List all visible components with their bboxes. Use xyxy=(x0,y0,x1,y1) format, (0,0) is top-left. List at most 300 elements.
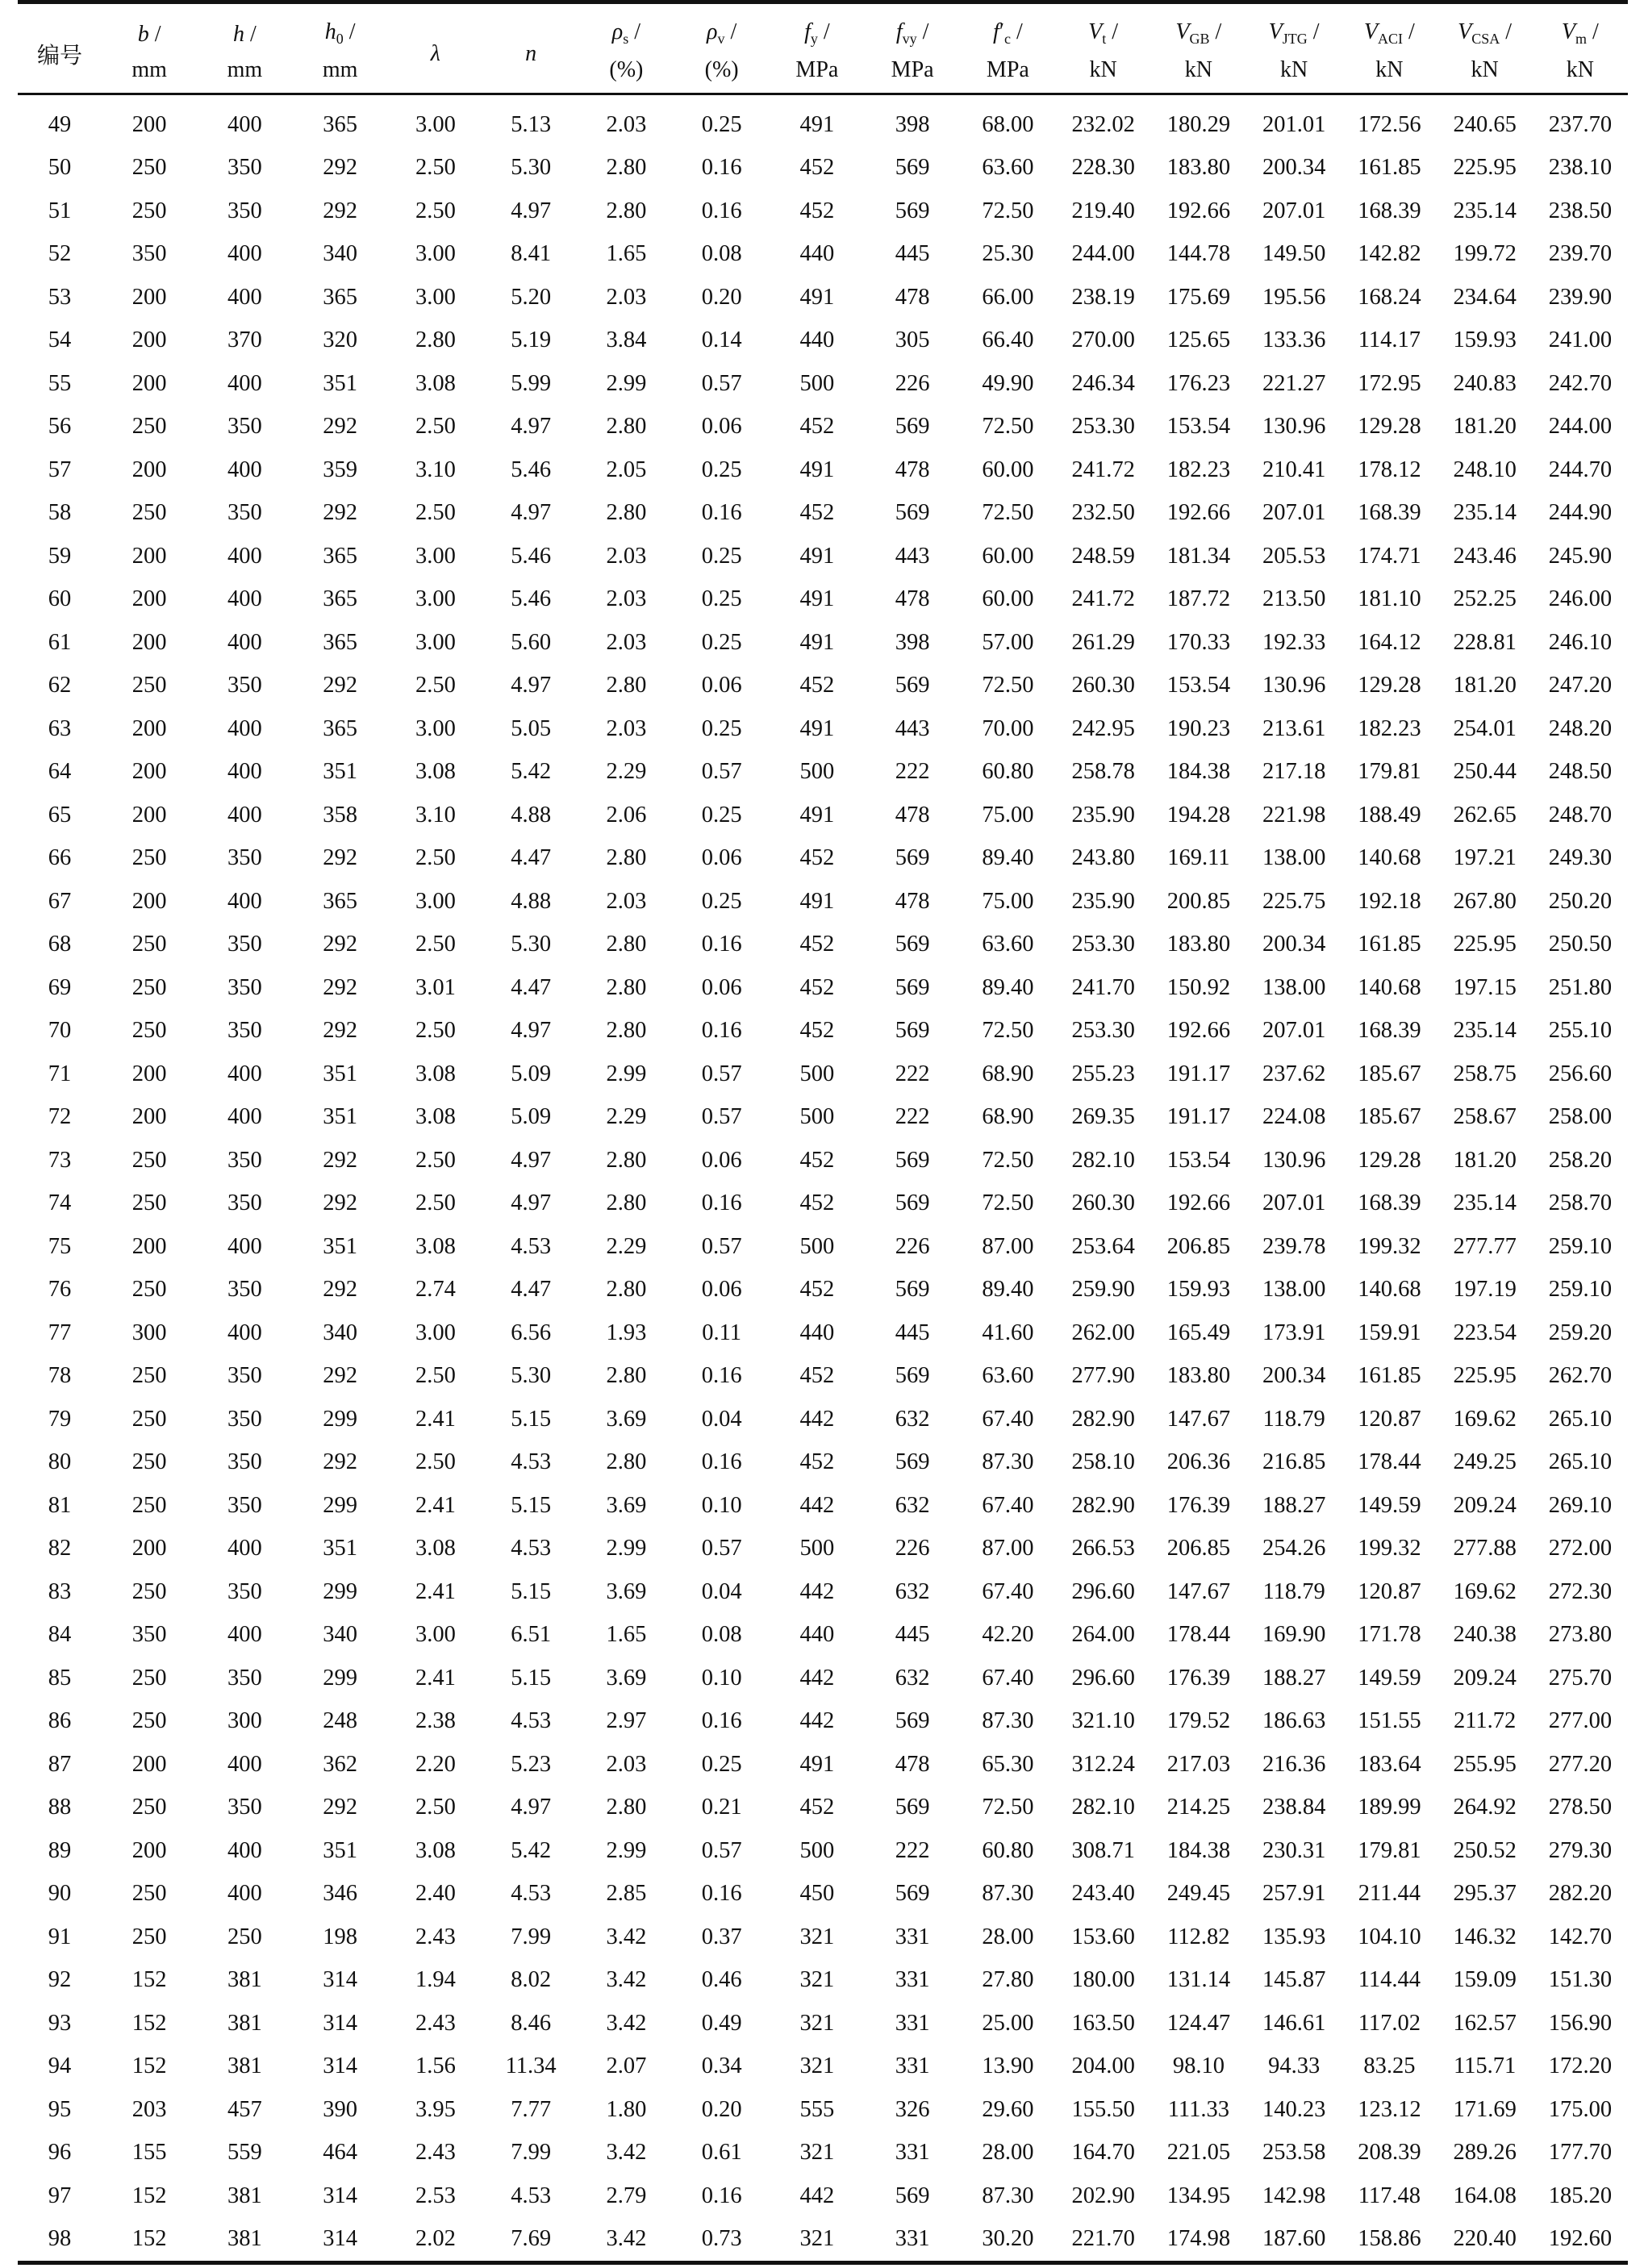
table-cell: 350 xyxy=(227,414,262,440)
table-cell: 464 xyxy=(323,2140,357,2166)
table-cell: 152 xyxy=(131,1967,167,1993)
table-cell: 250 xyxy=(131,1363,167,1389)
table-cell: 308.71 xyxy=(1071,1837,1135,1863)
table-cell: 5.15 xyxy=(511,1665,552,1691)
table-cell: 219.40 xyxy=(1071,198,1135,223)
header-col-6: $\rho_v$ / xyxy=(707,19,737,47)
table-cell: 258.00 xyxy=(1548,1104,1613,1130)
table-cell: 0.08 xyxy=(701,241,742,267)
table-cell: 2.50 xyxy=(415,1449,456,1475)
table-cell: 400 xyxy=(227,1061,262,1086)
table-cell: 0.16 xyxy=(701,198,742,223)
table-cell: 63.60 xyxy=(982,155,1034,181)
table-cell: 183.64 xyxy=(1358,1751,1421,1777)
table-cell: 500 xyxy=(799,370,835,396)
table-cell: 299 xyxy=(323,1406,357,1432)
table-cell: 478 xyxy=(895,586,930,612)
row-id-cell: 62 xyxy=(48,673,72,698)
table-cell: 3.00 xyxy=(415,888,456,914)
table-cell: 222 xyxy=(895,1104,930,1130)
table-cell: 203 xyxy=(131,2096,167,2122)
table-cell: 2.03 xyxy=(606,586,647,612)
table-cell: 0.25 xyxy=(701,1751,742,1777)
header-row-symbols xyxy=(18,2,1628,48)
table-cell: 187.72 xyxy=(1166,586,1231,612)
table-cell: 5.30 xyxy=(511,155,552,181)
table-cell: 2.29 xyxy=(606,1233,647,1259)
table-row xyxy=(18,1528,1628,1571)
row-id-cell: 83 xyxy=(48,1578,72,1604)
table-cell: 248.70 xyxy=(1548,802,1613,828)
table-cell: 478 xyxy=(895,1751,930,1777)
table-cell: 204.00 xyxy=(1071,2053,1135,2079)
table-cell: 0.25 xyxy=(701,543,742,569)
table-cell: 340 xyxy=(323,1320,357,1345)
table-cell: 4.53 xyxy=(511,1449,552,1475)
table-cell: 192.18 xyxy=(1358,888,1421,914)
table-cell: 67.40 xyxy=(982,1492,1034,1518)
header-col-1: h / xyxy=(232,22,257,47)
table-cell: 3.08 xyxy=(415,1837,456,1863)
table-cell: 289.26 xyxy=(1453,2140,1517,2166)
table-cell: 87.00 xyxy=(982,1536,1034,1561)
table-cell: 442 xyxy=(799,2183,835,2208)
row-id-cell: 90 xyxy=(48,1881,72,1907)
table-cell: 158.86 xyxy=(1341,2218,1437,2263)
table-cell: 87.00 xyxy=(982,1233,1034,1259)
table-cell: 3.08 xyxy=(415,1104,456,1130)
table-cell: 42.20 xyxy=(982,1622,1034,1648)
table-cell: 2.99 xyxy=(606,1061,647,1086)
header-prime: ′ xyxy=(999,19,1004,44)
table-cell: 351 xyxy=(323,370,357,396)
row-id-cell: 54 xyxy=(48,327,72,353)
table-cell: 112.82 xyxy=(1167,1924,1230,1949)
row-id-cell: 56 xyxy=(48,414,72,440)
table-cell: 3.42 xyxy=(606,2140,647,2166)
table-cell: 72.50 xyxy=(982,500,1034,526)
table-cell: 350 xyxy=(227,673,262,698)
table-cell: 452 xyxy=(799,1147,835,1173)
table-cell: 200.34 xyxy=(1262,932,1326,957)
header-symbol: V xyxy=(1175,19,1190,44)
table-cell: 265.10 xyxy=(1548,1449,1613,1475)
table-cell: 2.97 xyxy=(606,1708,647,1734)
table-cell: 181.20 xyxy=(1453,414,1517,440)
table-cell: 199.32 xyxy=(1358,1233,1421,1259)
table-cell: 164.08 xyxy=(1453,2183,1517,2208)
row-id-cell: 95 xyxy=(48,2096,72,2122)
table-cell: 2.50 xyxy=(415,1018,456,1044)
table-cell: 1.93 xyxy=(606,1320,647,1345)
table-cell: 125.65 xyxy=(1166,327,1231,353)
table-cell: 282.10 xyxy=(1071,1795,1135,1820)
table-cell: 191.17 xyxy=(1166,1104,1231,1130)
table-row xyxy=(18,1829,1628,1873)
table-cell: 140.23 xyxy=(1262,2096,1326,2122)
table-cell: 29.60 xyxy=(982,2096,1034,2122)
table-cell: 452 xyxy=(799,845,835,871)
table-cell: 232.50 xyxy=(1071,500,1135,526)
table-cell: 164.70 xyxy=(1071,2140,1135,2166)
table-cell: 211.44 xyxy=(1358,1881,1421,1907)
table-cell: 0.49 xyxy=(701,2010,742,2036)
table-row xyxy=(18,319,1628,363)
table-cell: 300 xyxy=(131,1320,167,1345)
table-cell: 3.00 xyxy=(415,715,456,741)
table-cell: 246.10 xyxy=(1548,629,1613,655)
table-cell: 155 xyxy=(131,2140,167,2166)
table-cell: 452 xyxy=(799,1449,835,1475)
table-cell: 2.80 xyxy=(606,1190,647,1216)
table-cell: 194.28 xyxy=(1166,802,1231,828)
table-cell: 87.30 xyxy=(982,2183,1034,2208)
table-cell: 89.40 xyxy=(982,845,1034,871)
table-cell: 184.38 xyxy=(1166,1837,1231,1863)
table-cell: 200 xyxy=(131,1536,167,1561)
table-cell: 457 xyxy=(227,2096,262,2122)
table-cell: 168.39 xyxy=(1358,500,1421,526)
table-cell: 351 xyxy=(323,1104,357,1130)
table-cell: 253.64 xyxy=(1071,1233,1135,1259)
table-cell: 142.82 xyxy=(1358,241,1421,267)
table-cell: 314 xyxy=(323,2053,357,2079)
table-cell: 400 xyxy=(227,1104,262,1130)
table-row xyxy=(18,1484,1628,1528)
table-cell: 177.70 xyxy=(1548,2140,1613,2166)
header-symbol: λ xyxy=(430,41,440,66)
header-col-11: $V_{GB}$ / xyxy=(1175,19,1222,47)
header-col-3 xyxy=(388,2,483,94)
table-cell: 183.80 xyxy=(1166,932,1231,957)
table-cell: 569 xyxy=(895,974,930,1000)
table-cell: 225.95 xyxy=(1453,932,1517,957)
table-cell: 295.37 xyxy=(1453,1881,1517,1907)
header-unit-2: mm xyxy=(322,57,358,82)
table-cell: 4.97 xyxy=(511,673,552,698)
table-cell: 569 xyxy=(895,1795,930,1820)
table-cell: 185.67 xyxy=(1358,1104,1421,1130)
table-cell: 340 xyxy=(323,241,357,267)
table-cell: 200 xyxy=(131,715,167,741)
table-cell: 350 xyxy=(227,1406,262,1432)
header-subscript: vy xyxy=(902,31,917,47)
table-cell: 175.00 xyxy=(1548,2096,1613,2122)
table-cell: 321 xyxy=(799,2010,835,2036)
table-row xyxy=(18,1657,1628,1700)
table-cell: 3.95 xyxy=(415,2096,456,2122)
table-cell: 118.79 xyxy=(1262,1406,1325,1432)
table-cell: 68.90 xyxy=(982,1061,1034,1086)
table-cell: 2.50 xyxy=(415,500,456,526)
table-cell: 2.50 xyxy=(415,1363,456,1389)
table-cell: 254.01 xyxy=(1453,715,1517,741)
table-cell: 248.10 xyxy=(1453,457,1517,482)
table-cell: 2.41 xyxy=(415,1492,456,1518)
table-cell: 0.06 xyxy=(701,974,742,1000)
table-cell: 89.40 xyxy=(982,974,1034,1000)
table-cell: 2.50 xyxy=(415,1795,456,1820)
table-cell: 250 xyxy=(131,1795,167,1820)
table-cell: 111.33 xyxy=(1167,2096,1229,2122)
table-cell: 83.25 xyxy=(1363,2053,1416,2079)
header-unit-1: mm xyxy=(227,57,263,82)
table-cell: 155.50 xyxy=(1071,2096,1135,2122)
table-cell: 400 xyxy=(227,284,262,310)
table-cell: 7.77 xyxy=(511,2096,552,2122)
table-cell: 181.10 xyxy=(1358,586,1421,612)
header-symbol: V xyxy=(1561,19,1576,44)
table-cell: 123.12 xyxy=(1358,2096,1421,2122)
table-cell: 185.67 xyxy=(1358,1061,1421,1086)
table-cell: 153.60 xyxy=(1071,1924,1135,1949)
table-cell: 250 xyxy=(131,1147,167,1173)
table-cell: 452 xyxy=(799,1018,835,1044)
table-cell: 173.91 xyxy=(1262,1320,1326,1345)
table-cell: 25.30 xyxy=(982,241,1034,267)
table-cell: 0.16 xyxy=(701,155,742,181)
table-cell: 4.47 xyxy=(511,1277,552,1303)
table-row xyxy=(18,837,1628,881)
table-cell: 208.39 xyxy=(1358,2140,1421,2166)
header-symbol: f xyxy=(993,19,999,44)
table-cell: 235.14 xyxy=(1453,198,1517,223)
table-cell: 2.99 xyxy=(606,1837,647,1863)
table-cell: 201.01 xyxy=(1262,111,1326,137)
table-cell: 249.45 xyxy=(1166,1881,1231,1907)
table-cell: 176.23 xyxy=(1166,370,1231,396)
header-unit-5: (%) xyxy=(609,57,644,82)
row-id-cell: 68 xyxy=(48,932,72,957)
table-cell: 258.70 xyxy=(1548,1190,1613,1216)
table-cell: 314 xyxy=(323,1967,357,1993)
table-row xyxy=(18,1398,1628,1441)
table-cell: 305 xyxy=(895,327,930,353)
table-cell: 2.03 xyxy=(606,284,647,310)
table-cell: 250 xyxy=(131,974,167,1000)
table-cell: 250 xyxy=(131,673,167,698)
table-cell: 5.13 xyxy=(511,111,552,137)
table-cell: 0.16 xyxy=(701,500,742,526)
table-cell: 189.99 xyxy=(1358,1795,1421,1820)
table-cell: 0.04 xyxy=(701,1578,742,1604)
table-cell: 241.72 xyxy=(1071,457,1135,482)
table-cell: 161.85 xyxy=(1358,1363,1421,1389)
table-row xyxy=(18,1311,1628,1355)
table-cell: 151.30 xyxy=(1548,1967,1613,1993)
table-cell: 232.02 xyxy=(1071,111,1135,137)
table-cell: 223.54 xyxy=(1453,1320,1517,1345)
table-cell: 350 xyxy=(227,1449,262,1475)
table-cell: 3.00 xyxy=(415,284,456,310)
table-row xyxy=(18,1873,1628,1916)
table-cell: 365 xyxy=(323,586,357,612)
table-cell: 138.00 xyxy=(1262,1277,1326,1303)
table-cell: 258.75 xyxy=(1453,1061,1517,1086)
table-cell: 250 xyxy=(131,1406,167,1432)
header-unit-6: (%) xyxy=(704,57,739,82)
table-cell: 569 xyxy=(895,1363,930,1389)
table-cell: 5.15 xyxy=(511,1406,552,1432)
table-cell: 491 xyxy=(799,111,835,137)
table-cell: 198 xyxy=(323,1924,357,1949)
table-cell: 87.30 xyxy=(982,1708,1034,1734)
table-cell: 144.78 xyxy=(1166,241,1231,267)
table-cell: 365 xyxy=(323,284,357,310)
table-cell: 321 xyxy=(799,2140,835,2166)
row-id-cell: 84 xyxy=(48,1622,72,1648)
table-cell: 142.98 xyxy=(1262,2183,1326,2208)
table-cell: 350 xyxy=(131,241,167,267)
table-cell: 67.40 xyxy=(982,1665,1034,1691)
table-cell: 247.20 xyxy=(1548,673,1613,698)
table-cell: 350 xyxy=(227,974,262,1000)
table-cell: 2.80 xyxy=(606,974,647,1000)
header-symbol: f xyxy=(804,19,811,44)
table-cell: 312.24 xyxy=(1071,1751,1135,1777)
row-id-cell: 94 xyxy=(48,2053,72,2079)
table-cell: 5.20 xyxy=(511,284,552,310)
table-cell: 224.08 xyxy=(1262,1104,1326,1130)
table-cell: 350 xyxy=(227,1795,262,1820)
table-cell: 241.70 xyxy=(1071,974,1135,1000)
table-cell: 452 xyxy=(799,414,835,440)
table-row xyxy=(18,880,1628,923)
table-cell: 168.39 xyxy=(1358,1190,1421,1216)
row-id-cell: 61 xyxy=(48,629,72,655)
table-cell: 145.87 xyxy=(1262,1967,1326,1993)
table-cell: 118.79 xyxy=(1262,1578,1325,1604)
table-cell: 250 xyxy=(227,1924,262,1949)
table-cell: 350 xyxy=(227,1277,262,1303)
table-cell: 200 xyxy=(131,543,167,569)
table-cell: 0.57 xyxy=(701,370,742,396)
table-cell: 452 xyxy=(799,1277,835,1303)
table-cell: 117.02 xyxy=(1358,2010,1421,2036)
table-cell: 5.60 xyxy=(511,629,552,655)
table-cell: 147.67 xyxy=(1166,1578,1231,1604)
table-cell: 2.80 xyxy=(606,1018,647,1044)
table-cell: 452 xyxy=(799,974,835,1000)
row-id-cell: 93 xyxy=(48,2010,72,2036)
table-row xyxy=(18,1139,1628,1182)
table-cell: 3.42 xyxy=(606,1924,647,1949)
table-cell: 0.04 xyxy=(701,1406,742,1432)
table-cell: 331 xyxy=(895,2053,930,2079)
table-cell: 250 xyxy=(131,1708,167,1734)
header-col-13: $V_{ACI}$ / xyxy=(1363,19,1415,47)
table-cell: 178.44 xyxy=(1166,1622,1231,1648)
table-row xyxy=(18,2218,1628,2263)
table-cell: 0.14 xyxy=(701,327,742,353)
table-cell: 365 xyxy=(323,629,357,655)
table-cell: 49.90 xyxy=(982,370,1034,396)
table-cell: 200.34 xyxy=(1262,1363,1326,1389)
table-cell: 299 xyxy=(323,1492,357,1518)
table-cell: 278.50 xyxy=(1548,1795,1613,1820)
table-cell: 30.20 xyxy=(960,2218,1055,2263)
row-id-cell: 64 xyxy=(48,759,72,785)
table-cell: 266.53 xyxy=(1071,1536,1135,1561)
header-symbol: h xyxy=(324,19,336,44)
table-cell: 28.00 xyxy=(982,2140,1034,2166)
table-cell: 262.65 xyxy=(1453,802,1517,828)
table-cell: 104.10 xyxy=(1358,1924,1421,1949)
table-cell: 211.72 xyxy=(1453,1708,1517,1734)
table-cell: 452 xyxy=(799,198,835,223)
table-cell: 350 xyxy=(227,1492,262,1518)
table-cell: 0.08 xyxy=(701,1622,742,1648)
table-cell: 200 xyxy=(131,802,167,828)
table-cell: 239.70 xyxy=(1548,241,1613,267)
table-cell: 559 xyxy=(227,2140,262,2166)
table-cell: 277.00 xyxy=(1548,1708,1613,1734)
table-cell: 400 xyxy=(227,586,262,612)
table-cell: 200 xyxy=(131,111,167,137)
table-cell: 238.19 xyxy=(1071,284,1135,310)
table-cell: 3.01 xyxy=(415,974,456,1000)
table-cell: 0.57 xyxy=(701,1233,742,1259)
table-cell: 2.05 xyxy=(606,457,647,482)
table-cell: 320 xyxy=(323,327,357,353)
table-cell: 248.50 xyxy=(1548,759,1613,785)
table-cell: 181.34 xyxy=(1166,543,1231,569)
table-cell: 340 xyxy=(323,1622,357,1648)
table-cell: 3.00 xyxy=(415,543,456,569)
table-cell: 400 xyxy=(227,1622,262,1648)
table-cell: 169.62 xyxy=(1453,1406,1517,1432)
table-cell: 400 xyxy=(227,1536,262,1561)
table-cell: 188.27 xyxy=(1262,1492,1326,1518)
table-cell: 0.10 xyxy=(701,1665,742,1691)
header-subscript: v xyxy=(717,31,725,47)
table-cell: 216.36 xyxy=(1262,1751,1326,1777)
table-cell: 259.20 xyxy=(1548,1320,1613,1345)
table-cell: 159.93 xyxy=(1453,327,1517,353)
table-cell: 400 xyxy=(227,457,262,482)
row-id-cell: 86 xyxy=(48,1708,72,1734)
table-cell: 169.62 xyxy=(1453,1578,1517,1604)
table-cell: 226 xyxy=(895,370,930,396)
row-id-cell: 72 xyxy=(48,1104,72,1130)
table-cell: 258.78 xyxy=(1071,759,1135,785)
table-cell: 5.15 xyxy=(511,1578,552,1604)
table-cell: 452 xyxy=(799,1795,835,1820)
table-cell: 321 xyxy=(799,2053,835,2079)
table-cell: 200 xyxy=(131,457,167,482)
table-cell: 292 xyxy=(323,1018,357,1044)
table-cell: 351 xyxy=(323,1837,357,1863)
table-cell: 331 xyxy=(895,1967,930,1993)
table-cell: 4.47 xyxy=(511,974,552,1000)
table-row xyxy=(18,1700,1628,1744)
table-cell: 134.95 xyxy=(1166,2183,1231,2208)
table-cell: 159.91 xyxy=(1358,1320,1421,1345)
table-cell: 2.03 xyxy=(606,629,647,655)
table-row xyxy=(18,147,1628,190)
table-cell: 243.40 xyxy=(1071,1881,1135,1907)
table-cell: 500 xyxy=(799,1061,835,1086)
table-cell: 4.97 xyxy=(511,1018,552,1044)
table-cell: 140.68 xyxy=(1358,974,1421,1000)
table-cell: 2.74 xyxy=(415,1277,456,1303)
row-id-cell: 92 xyxy=(48,1967,72,1993)
table-cell: 440 xyxy=(799,1320,835,1345)
table-cell: 400 xyxy=(227,802,262,828)
table-cell: 135.93 xyxy=(1262,1924,1326,1949)
header-col-8: $f_{vy}$ / xyxy=(895,19,929,47)
table-cell: 381 xyxy=(197,2218,292,2263)
